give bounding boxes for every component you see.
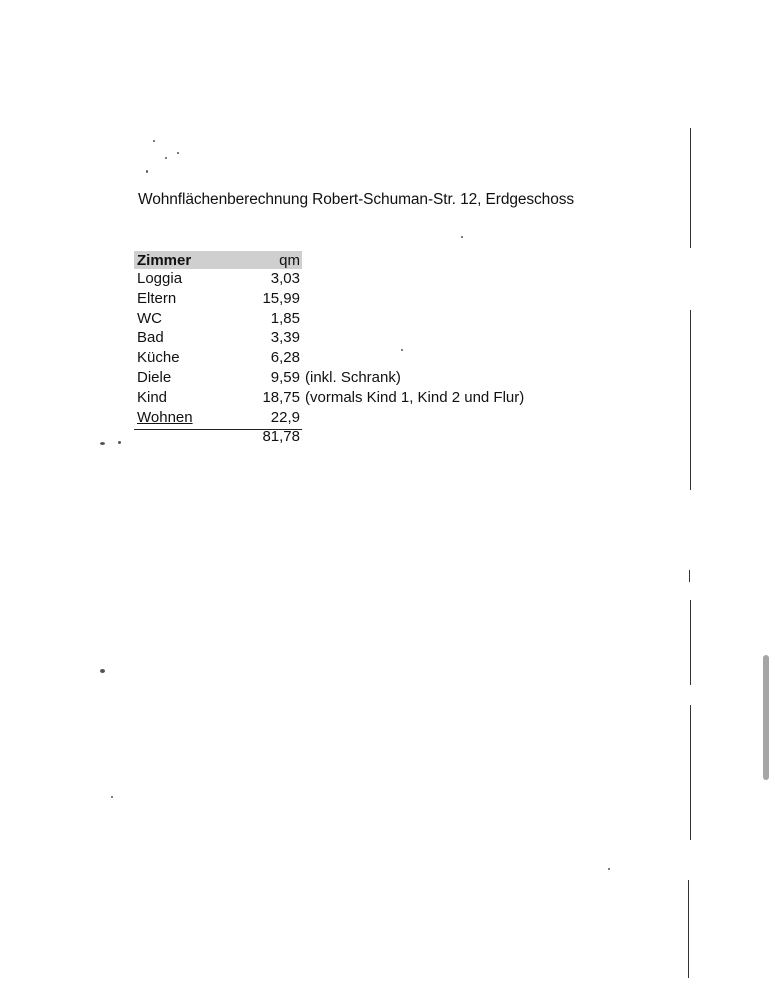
- scan-speck: [146, 170, 148, 173]
- document-title: Wohnflächenberechnung Robert-Schuman-Str. 12, Erdgeschoss: [138, 191, 575, 208]
- room-name: Wohnen: [137, 408, 193, 426]
- room-name: Bad: [137, 329, 164, 347]
- room-area: 18,75: [262, 388, 300, 406]
- total-area: 81,78: [262, 428, 300, 446]
- scan-line: [688, 880, 689, 978]
- table-row: [134, 309, 554, 329]
- room-name: Diele: [137, 368, 172, 386]
- scan-line: [690, 600, 691, 685]
- scan-speck: [165, 157, 167, 159]
- room-name: Küche: [137, 349, 180, 367]
- scan-speck: [608, 868, 610, 870]
- scan-speck: [118, 441, 121, 444]
- room-area: 3,03: [270, 270, 300, 287]
- header-area: qm: [279, 252, 300, 269]
- scan-line: [690, 705, 691, 840]
- scan-line: [690, 128, 691, 248]
- header-room: Zimmer: [137, 252, 192, 269]
- table-row: [134, 289, 554, 309]
- room-name: WC: [137, 309, 162, 327]
- room-name: Eltern: [137, 289, 177, 307]
- scan-line: [690, 310, 691, 490]
- scan-speck: [177, 152, 179, 154]
- room-area: 6,28: [270, 349, 300, 367]
- scan-speck: [111, 796, 113, 798]
- table-row: [134, 269, 554, 289]
- table-header-row: [134, 251, 302, 269]
- scan-speck: [153, 140, 155, 142]
- room-note: (vormals Kind 1, Kind 2 und Flur): [305, 388, 525, 406]
- room-area: 15,99: [262, 289, 300, 307]
- total-row: [134, 427, 554, 447]
- area-table: [134, 251, 554, 447]
- room-name: Loggia: [137, 270, 183, 287]
- room-note: (inkl. Schrank): [305, 368, 401, 386]
- scan-speck: [100, 442, 105, 445]
- scan-speck: [401, 349, 403, 351]
- room-name: Kind: [137, 388, 168, 406]
- table-row: [134, 328, 554, 348]
- scan-speck: [461, 236, 463, 238]
- room-area: 3,39: [270, 329, 300, 347]
- scan-speck: [100, 669, 105, 673]
- room-area: 22,9: [270, 408, 300, 426]
- scrollbar-thumb[interactable]: [763, 655, 769, 780]
- table-row: [134, 408, 554, 428]
- room-area: 1,85: [270, 309, 300, 327]
- table-row: [134, 348, 554, 368]
- table-row: [134, 388, 554, 408]
- table-row: [134, 368, 554, 388]
- room-area: 9,59: [270, 368, 300, 386]
- scan-line: [689, 570, 690, 582]
